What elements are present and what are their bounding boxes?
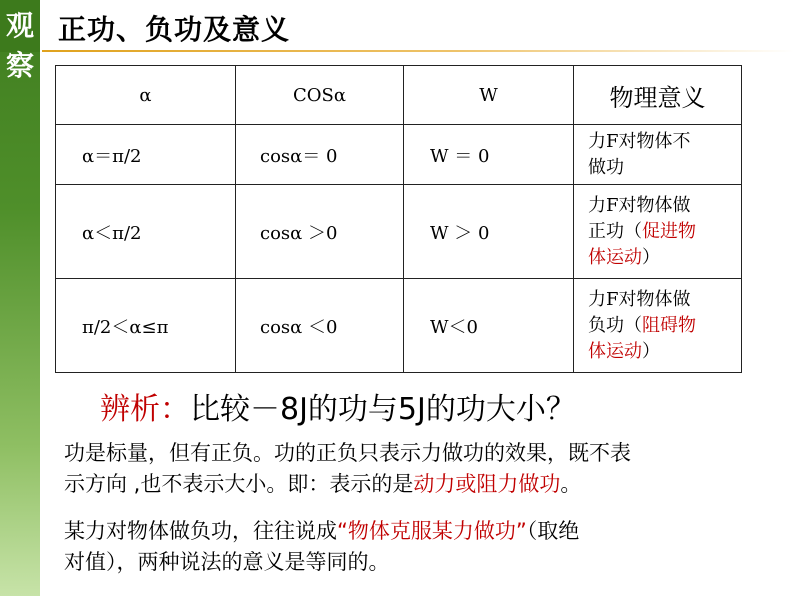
analysis-question (100, 384, 576, 428)
table-row (56, 185, 742, 279)
paragraph-highlight: 动力或阻力做功 (413, 472, 561, 496)
cell-w: W ＞ 0 (404, 185, 574, 279)
header-w: W (404, 66, 574, 125)
paragraph-line: 对值），两种说法的意义是等同的。 (64, 550, 390, 574)
table-header-row (56, 66, 742, 125)
cell-meaning (574, 279, 742, 373)
paragraph-text: 某力对物体做负功，往往说成 (64, 519, 337, 543)
meaning-line: 力F对物体做 (588, 194, 691, 216)
cell-w: W ＝ 0 (404, 125, 574, 185)
paragraph-line (64, 469, 784, 500)
meaning-highlight: 阻碍物 (642, 314, 696, 336)
meaning-highlight: 体运动 (588, 340, 642, 362)
meaning-text: ） (642, 246, 660, 268)
meaning-text: 正功（ (588, 220, 642, 242)
meaning-highlight: 促进物 (642, 220, 696, 242)
cell-cos: cosα ＜0 (236, 279, 404, 373)
sidebar-char-2: 察 (5, 49, 34, 82)
table-row (56, 125, 742, 185)
work-table (55, 65, 742, 373)
meaning-line: 力F对物体做 (588, 288, 691, 310)
analysis-label: 辨析： (100, 392, 190, 427)
cell-cos: cosα ＞0 (236, 185, 404, 279)
meaning-line (588, 245, 740, 271)
meaning-line (588, 339, 740, 365)
header-meaning: 物理意义 (574, 66, 742, 125)
meaning-line (588, 313, 740, 339)
explanation-paragraph-2 (64, 516, 784, 578)
paragraph-line (64, 516, 784, 547)
analysis-text: 比较－8J的功与5J的功大小？ (190, 392, 576, 427)
explanation-paragraph-1 (64, 438, 784, 500)
header-alpha: α (56, 66, 236, 125)
meaning-highlight: 体运动 (588, 246, 642, 268)
page-title: 正功、负功及意义 (58, 13, 291, 46)
paragraph-line: 功是标量，但有正负。功的正负只表示力做功的效果，既不表 (64, 441, 631, 465)
header-cos: COSα (236, 66, 404, 125)
cell-alpha: α＜π/2 (56, 185, 236, 279)
sidebar (0, 0, 40, 596)
cell-alpha: α＝π/2 (56, 125, 236, 185)
cell-alpha: π/2＜α≤π (56, 279, 236, 373)
title-divider (42, 50, 794, 52)
table-row (56, 279, 742, 373)
cell-meaning (574, 185, 742, 279)
meaning-line: 做功 (588, 156, 624, 178)
cell-w: W＜0 (404, 279, 574, 373)
meaning-text: 负功（ (588, 314, 642, 336)
paragraph-text: 。 (560, 472, 582, 496)
meaning-text: ） (642, 340, 660, 362)
paragraph-text: 示方向 ,也不表示大小。即：表示的是 (64, 472, 414, 496)
sidebar-char-1: 观 (5, 9, 34, 42)
cell-meaning (574, 125, 742, 185)
paragraph-text: （取绝 (526, 519, 580, 543)
cell-cos: cosα＝ 0 (236, 125, 404, 185)
meaning-line: 力F对物体不 (588, 130, 691, 152)
paragraph-highlight: “物体克服某力做功” (337, 519, 527, 543)
meaning-line (588, 219, 740, 245)
